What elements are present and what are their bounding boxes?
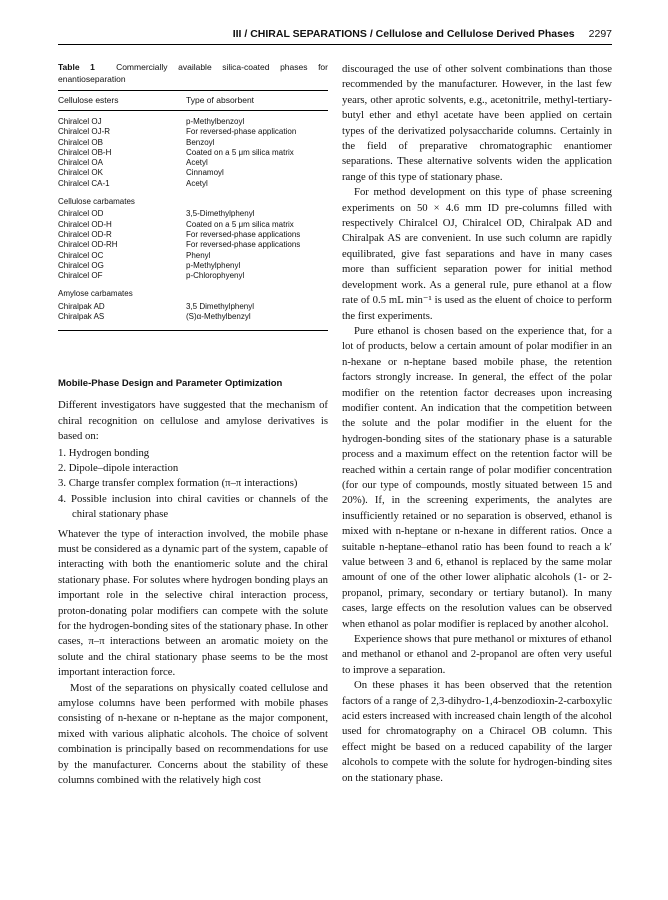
table-cell-phase: Chiralcel OJ [58,117,102,126]
table-cell-phase: Chiralcel OD [58,209,104,219]
table-row [58,271,328,281]
table-cell-type: (S)α-Methylbenzyl [186,312,251,322]
mechanism-list [58,446,328,523]
table-row [58,209,328,219]
table-cell-type: p-Methylbenzoyl [186,117,245,126]
paragraph: discouraged the use of other solvent combinations than those recommended by the manufacturer. However, in the last few years, other aprotic solvents, e.g., acetonitrile, methyl-tertiary-butyl ether and ethyl acetate have been applied on certain types of the derivatized polysaccharide columns. Certainly in the field of preparative chromatographic enantiomer separations. These alternative solvents widen the application range of this type of stationary phase. [342,63,612,183]
table-group-esters [58,117,328,189]
table-cell-phase: Chiralcel OD-RH [58,240,118,250]
table-body [58,111,328,330]
page-number: 2297 [588,28,612,40]
list-item: 1. Hydrogen bonding [58,446,150,459]
table-cell-type: Phenyl [186,250,211,260]
table-cell-phase: Chiralcel OF [58,271,103,281]
table-cell-phase: Chiralcel OC [58,250,104,260]
table-cell-type: For reversed-phase application [186,127,297,137]
table-cell-type: Coated on a 5 μm silica matrix [186,147,294,157]
table-cell-type: p-Chlorophyenyl [186,271,245,281]
table-header-row [58,91,328,110]
left-column [58,62,328,789]
list-item: 4. Possible inclusion into chiral cavities or channels of the chiral stationary phase [58,492,328,521]
table-cell-phase: Chiralcel OD-R [58,229,112,239]
table-row [58,230,328,240]
running-header [40,28,612,50]
table-cell-phase: Chiralcel OD-H [58,219,112,229]
header-title: III / CHIRAL SEPARATIONS / Cellulose and Cellulose Derived Phases [232,28,575,40]
table-cell-type: Benzoyl [186,137,215,147]
table-cell-phase: Chiralcel OG [58,260,104,270]
paragraph: Experience shows that pure methanol or mixtures of ethanol and methanol or ethanol and 2-propanol are often very useful to improve a separation. [342,633,612,676]
table-row [58,240,328,250]
table-row [58,158,328,168]
table-caption-text: Commercially available silica-coated phases for enantioseparation [58,62,328,84]
table-row [58,117,328,127]
section-heading: Mobile-Phase Design and Parameter Optimization [58,378,283,390]
table-row [58,179,328,189]
table-cell-type: Cinnamoyl [186,168,224,178]
table-1 [58,62,328,331]
table-group-cellulose-carbamates [58,197,328,281]
table-row [58,312,328,322]
table-group-amylose-carbamates [58,289,328,322]
table-cell-type: 3,5 Dimethylphenyl [186,301,255,311]
table-cell-phase: Chiralcel CA-1 [58,178,110,188]
table-cell-type: Acetyl [186,158,208,168]
table-bottom-rule [58,330,328,331]
header-rule [58,44,612,45]
table-caption-label: Table 1 [58,62,95,72]
right-column [342,62,612,786]
table-caption [58,62,328,85]
table-cell-phase: Chiralpak AS [58,312,105,322]
paragraph: Pure ethanol is chosen based on the experience that, for a lot of products, below a certain amount of polar modifier in an n-hexane or n-heptane based mobile phase, the retention factors strongly increase. In general, the effect of the polar modifier on the retention factor decreases upon increasing modifier content. An indication that the competition between the solute and the polar modifier in the eluent for the hydrogen-bonding sites of the stationary phase is a saturable process and a maximum effect on the retention factor will be reached within a certain range of polar modifier concentration (for our type of compounds, mostly situated between 15 and 20%). If, in the screening experiments, the analytes are insufficiently retained or no separation is observed, ethanol is mixed with n-heptane or n-hexane in different ratios. Once a suitable n-heptane–ethanol ratio has been found to reach a k′ value between 3 and 6, ethanol is replaced by the same molar amount of one of the other lower aliphatic alcohols (1- or 2-propanol, primary, secondary or tertiary butanol). In many cases, large effects on the resolution values can be observed when ethanol as polar modifier is replaced by another alcohol. [342,324,612,630]
table-cell-phase: Chiralcel OB [58,137,103,147]
paragraph: On these phases it has been observed that the retention factors of a range of 2,3-dihydro-1,4-benzodioxin-2-carboxylic acid esters increased with increased chain length of the alcohol used for chromatography on a Chiracel OB column. This effect might be based on a reduced capability of the larger alcohols to compete with the solute for hydrogen-binding sites on the stationary phase. [342,679,612,784]
table-row [58,138,328,148]
table-cell-type: p-Methylphenyl [186,260,241,270]
table-row [58,168,328,178]
paragraph: Most of the separations on physically coated cellulose and amylose columns have been performed with mobile phases consisting of n-hexane or n-heptane as the major component, mixed with various aliphatic alcohols. The choice of solvent combination is principally based on recommendations for use by the manufacturer. Concerns about the stability of these columns combined with the relatively high cost [58,681,328,787]
table-cell-type: For reversed-phase applications [186,229,301,239]
paragraph: Different investigators have suggested that the mechanism of chiral recognition on cellulose and amylose derivatives is based on: [58,399,328,443]
table-row [58,148,328,158]
table-row [58,261,328,271]
list-item: 2. Dipole–dipole interaction [58,461,179,474]
table-row [58,302,328,312]
table-row [58,220,328,230]
table-cell-phase: Chiralcel OB-H [58,147,112,157]
table-cell-type: For reversed-phase applications [186,240,301,250]
table-cell-type: Acetyl [186,178,208,188]
table-row [58,127,328,137]
left-body-text [58,398,328,788]
table-group-heading: Amylose carbamates [58,289,133,299]
list-item: 3. Charge transfer complex formation (π–π interactions) [58,477,298,490]
paragraph: For method development on this type of phase screening experiments on 50 × 4.6 mm ID pre-columns filled with respectively Chiralcel OJ, Chiralcel OD, Chiralpak AD and Chiralpak AS are convenient. In use such column are rapidly equilibrated, give fast separations and have in many cases more than sufficient separation power for initial method development work. As a general rule, pure ethanol at a flow rate of 0.5 mL min⁻¹ is used as the eluent of choice to perform the first experiments. [342,186,612,322]
table-cell-type: Coated on a 5 μm silica matrix [186,219,294,229]
table-cell-type: 3,5-Dimethylphenyl [186,209,255,219]
table-cell-phase: Chiralcel OJ-R [58,127,111,137]
table-cell-phase: Chiralpak AD [58,301,105,311]
table-cell-phase: Chiralcel OK [58,168,103,178]
paragraph: Whatever the type of interaction involved, the mobile phase must be considered as a dynamic part of the system, capable of interacting with both the enantiomeric solute and the chiral stationary phase. For solutes where hydrogen bonding plays an important role in the selective chiral interaction process, proton-donating polar modifiers can compete with the solute for the hydrogen-bonding sites of the stationary phase. In other cases, π–π interactions between an aromatic moiety on the solute and the chiral stationary phase seems to be the most important interaction force. [58,527,328,679]
table-col2-header: Type of absorbent [186,95,255,105]
table-col1-header: Cellulose esters [58,95,119,105]
table-group-heading: Cellulose carbamates [58,197,135,207]
table-cell-phase: Chiralcel OA [58,158,103,168]
table-row [58,251,328,261]
